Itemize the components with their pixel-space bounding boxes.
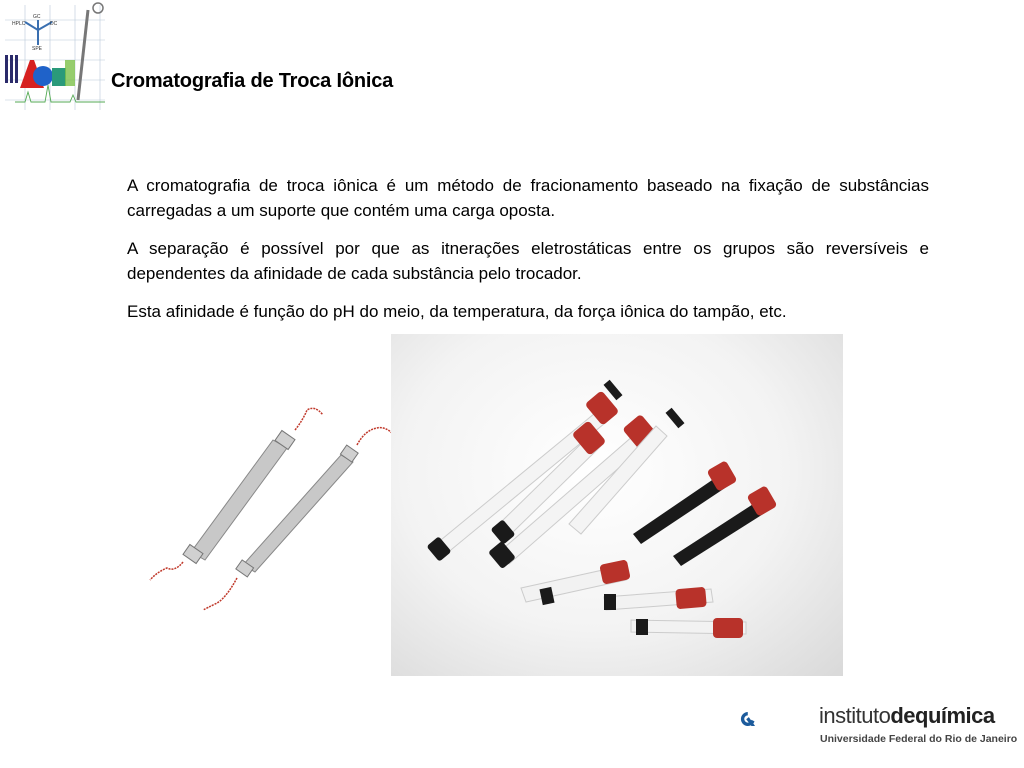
logo-label-hplc: HPLC	[12, 21, 26, 27]
logo-label-dc: DC	[50, 21, 58, 27]
logo-label-spe: SPE	[32, 46, 43, 52]
paragraph-1: A cromatografia de troca iônica é um método de fracionamento baseado na fixação de substâncias carregadas a um suporte que contém uma carga oposta.	[127, 176, 929, 220]
column-illustration	[145, 400, 395, 615]
institute-name-bold: dequímica	[890, 703, 995, 728]
institute-name-prefix: instituto	[819, 703, 891, 728]
chemistry-logo-icon	[0, 0, 110, 115]
institute-name	[819, 703, 995, 729]
slide-title: Cromatografia de Troca Iônica	[111, 70, 394, 92]
institute-logo-icon	[740, 688, 810, 750]
logo-label-gc: GC	[33, 14, 41, 20]
columns-photo	[391, 334, 843, 676]
body-text	[127, 173, 929, 337]
paragraph-3: Esta afinidade é função do pH do meio, da temperatura, da força iônica do tampão, etc.	[127, 302, 787, 321]
paragraph-2: A separação é possível por que as itnerações eletrostáticas entre os grupos são reversíveis e dependentes da afinidade de cada substância pelo trocador.	[127, 239, 929, 283]
university-name: Universidade Federal do Rio de Janeiro	[820, 733, 1018, 745]
